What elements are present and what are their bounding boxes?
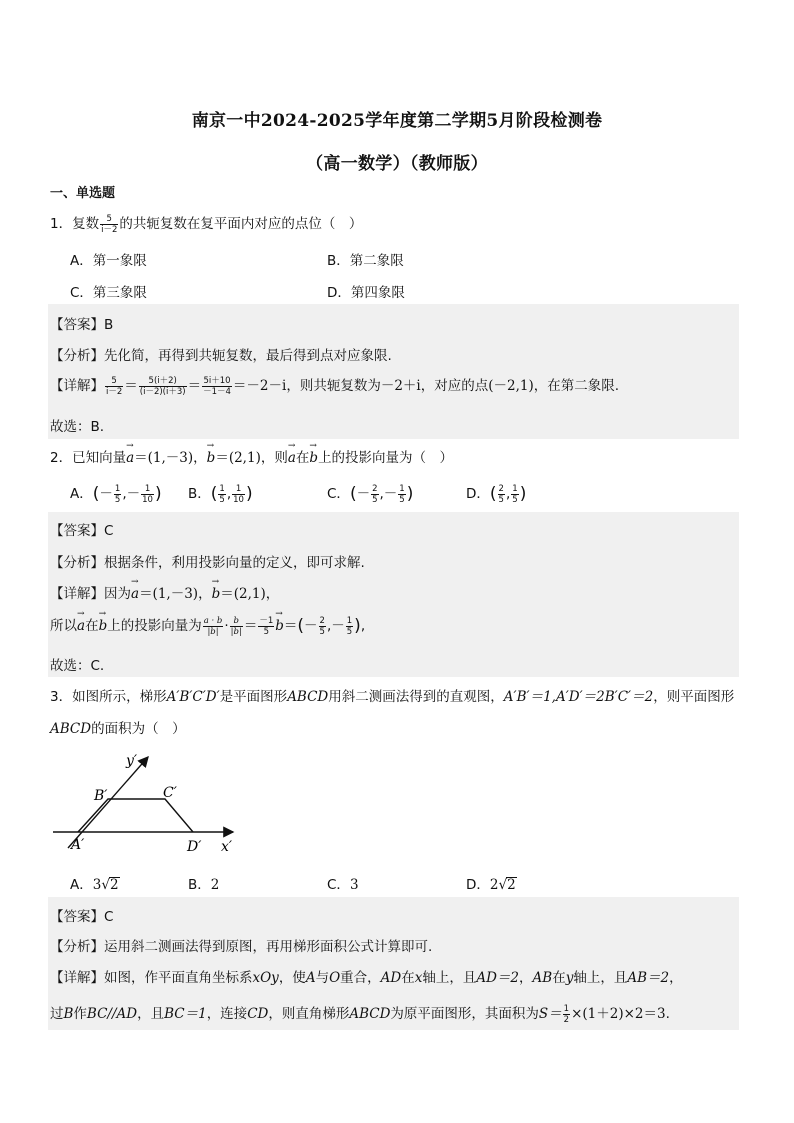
section-heading: 一、单选题	[50, 186, 116, 201]
q3-option-d: D．2√2	[466, 877, 516, 893]
q2-option-b: B．( $\frac{1}{5}$ , $\frac{1}{10}$ )	[188, 483, 253, 505]
q2-detail: 【详解】因为→ a＝(1,－3)，→ b＝(2,1)，	[50, 582, 279, 602]
q1-option-b: B．第二象限	[327, 253, 404, 269]
question-number: 1．	[50, 216, 73, 232]
q2-analysis: 【分析】根据条件，利用投影向量的定义，即可求解.	[50, 555, 365, 571]
question-3-stem-line2: ABCD的面积为（ ）	[50, 721, 186, 737]
q1-analysis: 【分析】先化简，再得到共轭复数，最后得到点对应象限.	[50, 348, 392, 364]
q1-option-d: D．第四象限	[327, 285, 405, 301]
q3-detail: 【详解】如图，作平面直角坐标系xOy，使A与O重合，AD在x轴上，且AD＝2，AB在y轴上，且AB＝2，	[50, 970, 683, 986]
point-a-label: A′	[71, 837, 85, 853]
q2-answer: 【答案】C	[50, 523, 114, 539]
q1-answer: 【答案】B	[50, 317, 114, 333]
q3-option-b: B．2	[188, 877, 220, 893]
y-axis-label: y′	[126, 753, 138, 769]
q2-conclusion: 故选：C.	[50, 658, 105, 674]
q3-analysis: 【分析】运用斜二测画法得到原图，再用梯形面积公式计算即可.	[50, 939, 433, 955]
q1-option-a: A．第一象限	[70, 253, 147, 269]
q2-option-d: D．( $\frac{2}{5}$ , $\frac{1}{5}$ )	[466, 483, 527, 505]
page-subtitle: （高一数学）（教师版）	[306, 154, 488, 174]
q2-option-a: A．(－ $\frac{1}{5}$ ,－ $\frac{1}{10}$ )	[70, 483, 162, 505]
q1-solution-box	[48, 304, 739, 439]
q1-option-c: C．第三象限	[70, 285, 147, 301]
question-2-stem: 2．已知向量→ a＝(1,－3)，→ b＝(2,1)，则→ a在→ b上的投影向量为（ ）	[50, 446, 453, 466]
q3-answer: 【答案】C	[50, 909, 114, 925]
q1-conclusion: 故选：B.	[50, 419, 105, 435]
question-1-stem: 1．复数 $\frac{5}{i-2}$ 的共轭复数在复平面内对应的点位（ ）	[50, 213, 363, 235]
x-axis-label: x′	[221, 839, 233, 855]
q3-detail-line2: 过B作BC//AD，且BC＝1，连接CD，则直角梯形ABCD为原平面图形，其面积为S＝ $\frac{1}{2}$ ×(1＋2)×2＝3.	[50, 1003, 670, 1025]
question-3-stem: 3．如图所示，梯形A′B′C′D′是平面图形ABCD用斜二测画法得到的直观图，A′B′＝1,A′D′＝2B′C′＝2，则平面图形	[50, 689, 735, 705]
point-c-label: C′	[163, 785, 177, 801]
point-b-label: B′	[94, 788, 108, 804]
q3-option-a: A．3√2	[70, 877, 119, 893]
point-d-label: D′	[187, 839, 202, 855]
q1-detail: 【详解】 $\frac{5}{i-2}$ ＝ $\frac{5(i+2)}{(i-2)(i+3)}$ ＝ $\frac{5i+10}{-1-4}$ ＝－2－i，则共轭复数为－2＋i，对应的点(－2,1)，在第二象限.	[50, 375, 620, 397]
y-axis	[68, 757, 148, 848]
q2-detail-line2: 所以→ a在→ b上的投影向量为 $\frac{a \cdot b}{|b|}$ · $\frac{b}{|b|}$ ＝ $\frac{-1}{5}$ → b＝(－ $\frac{2}{5}$ ,－ $\frac{1}{5}$ ),	[50, 614, 365, 637]
oblique-projection-diagram	[48, 745, 248, 860]
q2-option-c: C．(－ $\frac{2}{5}$ ,－ $\frac{1}{5}$ )	[327, 483, 414, 505]
page-title: 南京一中2024-2025学年度第二学期5月阶段检测卷	[191, 111, 603, 131]
q3-option-c: C．3	[327, 877, 359, 893]
